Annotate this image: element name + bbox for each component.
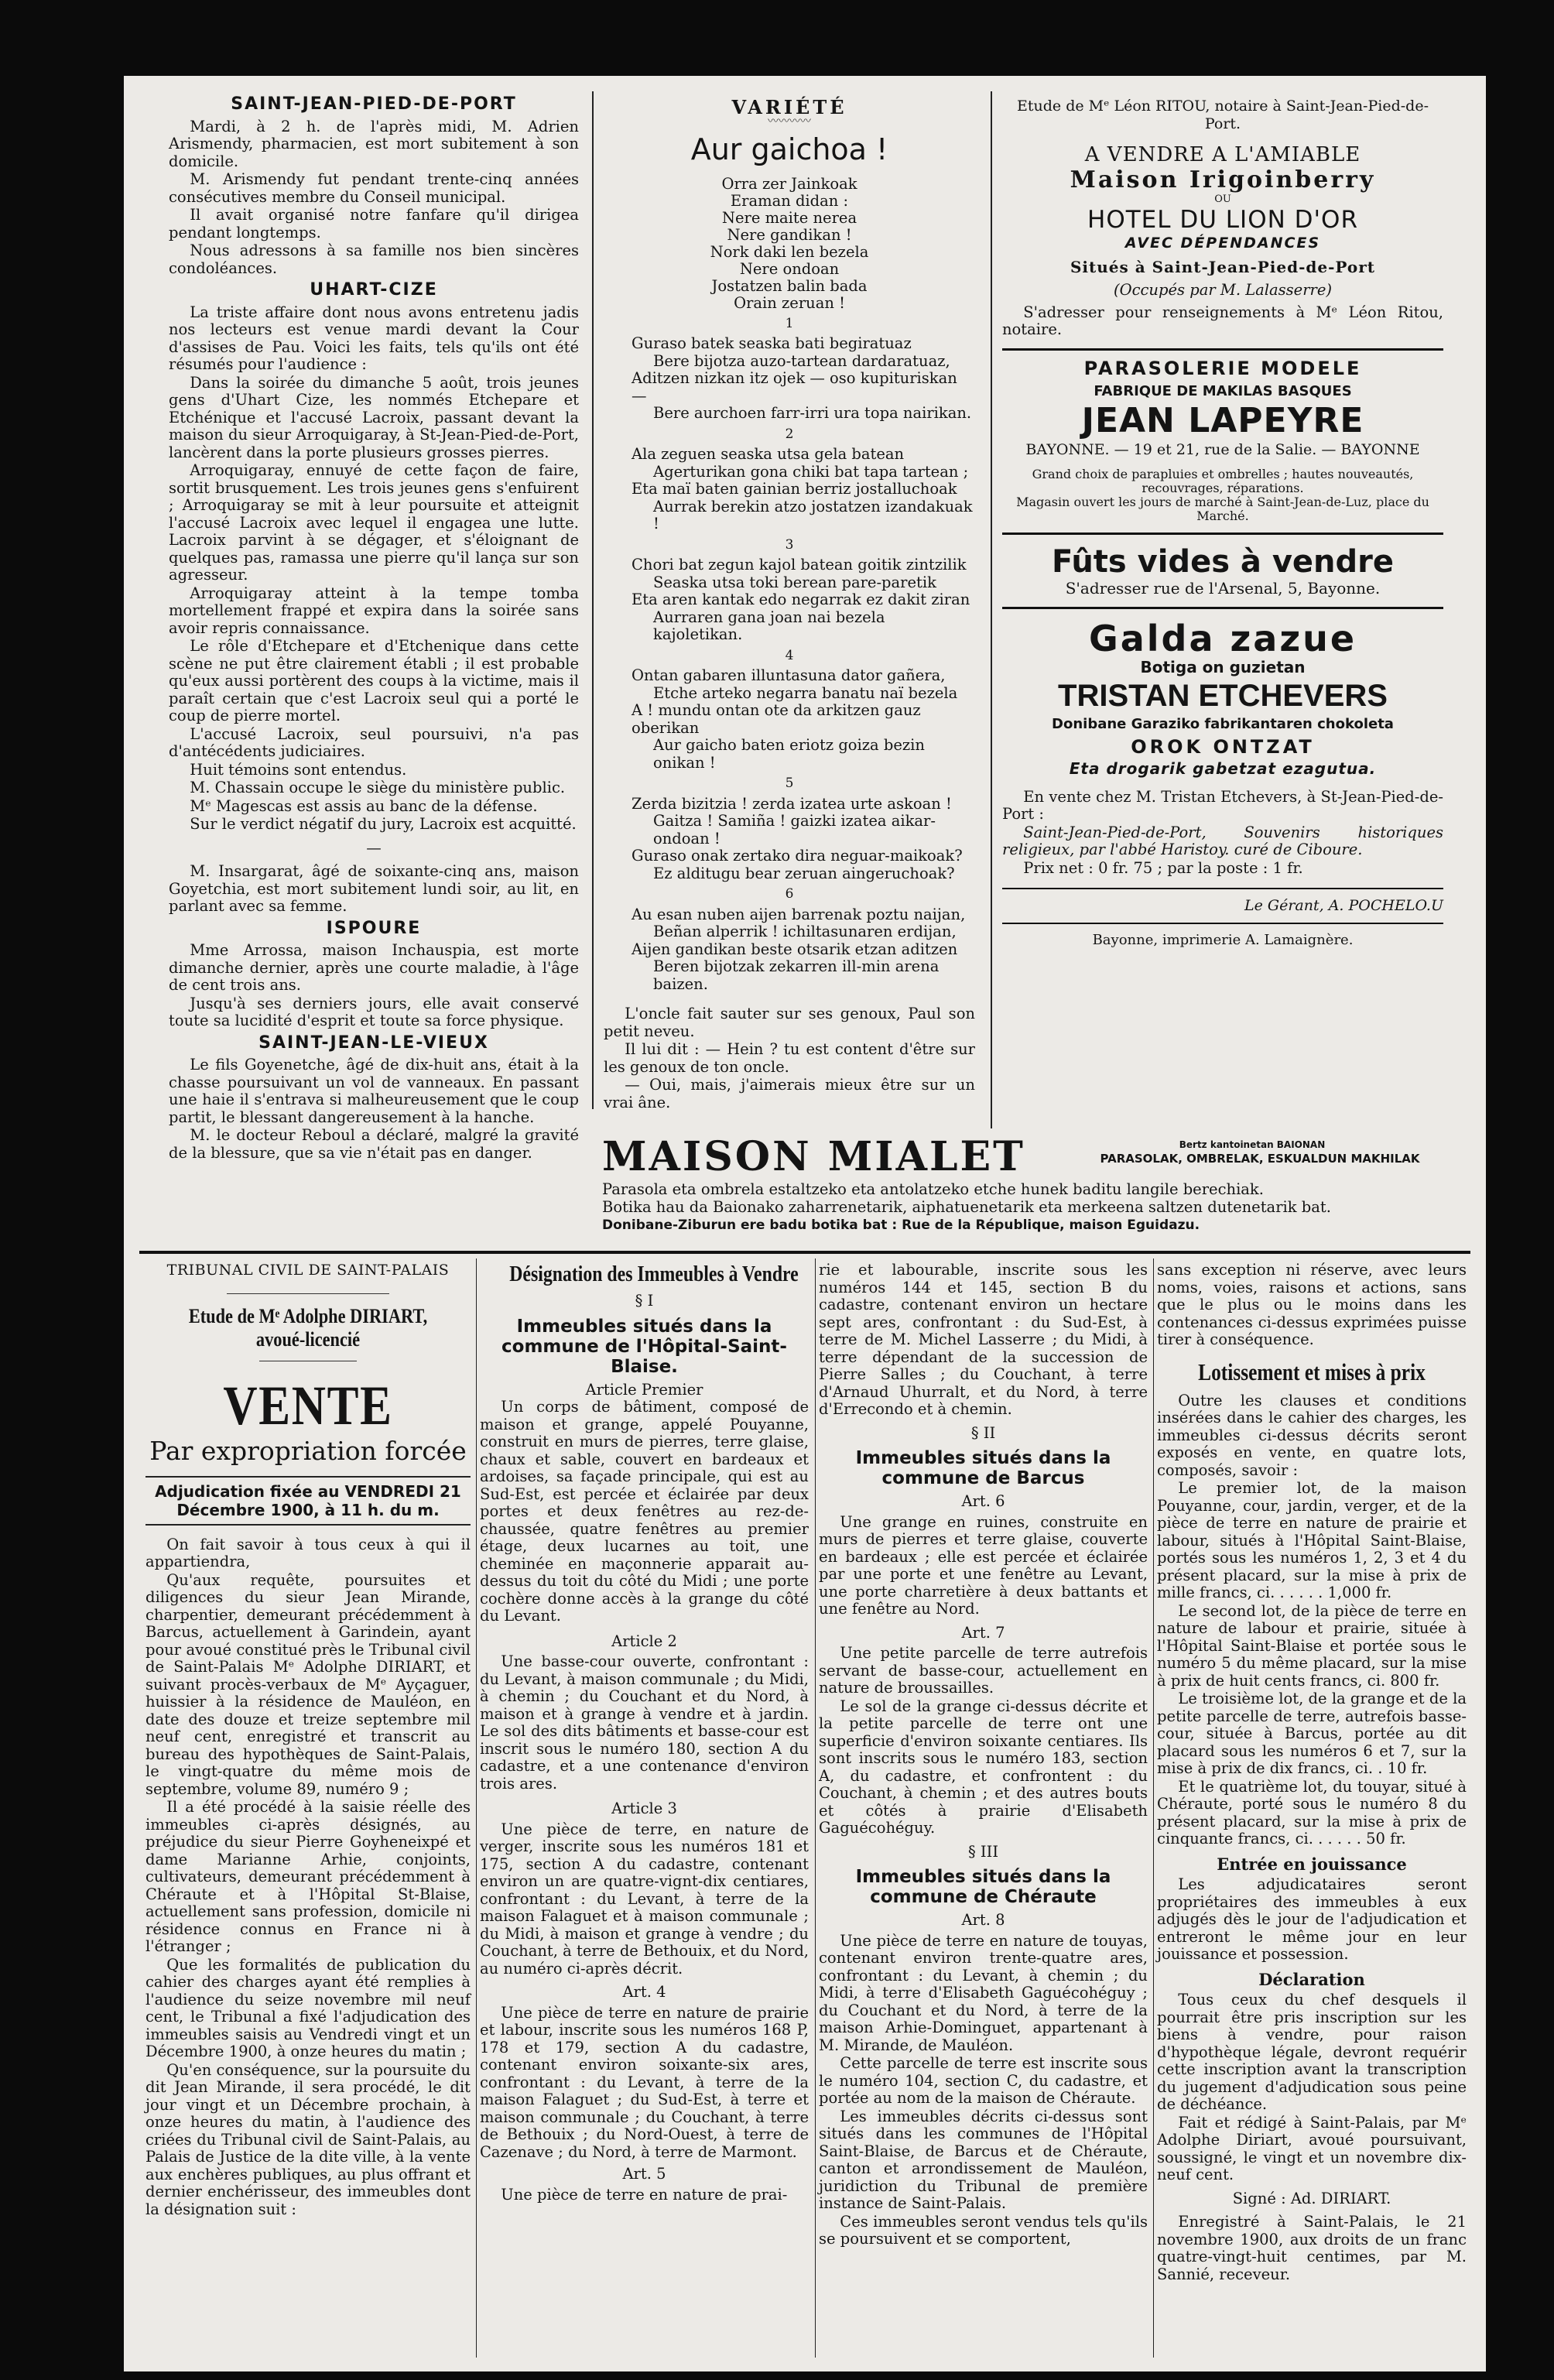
stanza <box>632 906 975 994</box>
stanza <box>632 446 975 533</box>
paragraph: Saint-Jean-Pied-de-Port, Souvenirs historiques religieux, par l'abbé Haristoy. curé de Ciboure. <box>1002 823 1443 858</box>
paragraph: — Oui, mais, j'aimerais mieux être sur un vrai âne. <box>604 1076 975 1111</box>
column-tribunal <box>145 1262 471 2219</box>
stanza <box>632 556 975 644</box>
heading-saint-jean-le-vieux: SAINT-JEAN-LE-VIEUX <box>258 1032 489 1053</box>
paragraph: Cette parcelle de terre est inscrite sous le numéro 104, section C, du cadastre, et portée au nom de la maison de Chéraute. <box>819 2054 1148 2107</box>
separator-dash: — <box>366 838 382 857</box>
paragraph: Il a été procédé à la saisie réelle des immeubles ci-après désignés, au préjudice du sieur Pierre Goyheneixpé et dame Marianne Arhie, conjoints, cultivateurs, demeurant précédemment à Chéraute et à l'Hôpital St-Blaise, actuellement sans profession, domicile ni résidence connus en France ni à l'étranger ; <box>145 1798 471 1955</box>
newspaper-page <box>124 76 1486 2371</box>
ad-separator <box>1002 533 1443 535</box>
heading-ispoure: ISPOURE <box>326 918 422 938</box>
poem-line: Gaitza ! Samiña ! gaizki izatea aikar-ondoan ! <box>653 812 936 848</box>
paragraph: Le fils Goyenetche, âgé de dix-huit ans, était à la chasse poursuivant un vol de vanneaux. En passant une haie il s'entrava si malheureusement que le coup partit, le blessant dangereusement à la hanche. <box>169 1056 579 1126</box>
paragraph: Que les formalités de publication du cahier des charges ayant été remplies à l'audience du seize novembre mil neuf cent, le Tribunal a fixé l'adjudication des immeubles saisis au Vendredi vingt et un Décembre 1900, à onze heures du matin ; <box>145 1955 471 2060</box>
column-lotissement <box>1157 1262 1467 2284</box>
poem-line: Etche arteko negarra banatu naï bezela <box>653 683 958 702</box>
paragraph: Qu'en conséquence, sur la poursuite du dit Jean Mirande, il sera procédé, le dit jour vingt et un Décembre prochain, à onze heures du matin, à l'audience des criées du Tribunal civil de Saint-Palais, au Palais de Justice de la dite ville, à la vente aux enchères publiques, au plus offrant et dernier enchérisseur, des immeubles dont la désignation suit : <box>145 2060 471 2218</box>
paragraph: L'oncle fait sauter sur ses genoux, Paul son petit neveu. <box>604 1005 975 1040</box>
situes: Situés à Saint-Jean-Pied-de-Port <box>1070 257 1376 276</box>
paragraph: Enregistré à Saint-Palais, le 21 novembre 1900, aux droits de un franc quatre-vingt-huit centimes, par M. Sannié, receveur. <box>1157 2213 1467 2283</box>
paragraph: On fait savoir à tous ceux à qui il appartiendra, <box>145 1535 471 1570</box>
paragraph: rie et labourable, inscrite sous les numéros 144 et 145, section B du cadastre, contenant environ un hectare sept ares, confrontant : du Sud-Est, à terre de M. Michel Lasserre ; du Midi, à terre dépendant de la succession de Pierre Salles ; du Couchant, à terre d'Arnaud Uhurralt, et du Nord, à terre d'Errecondo et à chemin. <box>819 1261 1148 1418</box>
article-label: Article Premier <box>585 1380 703 1399</box>
article-label: Art. 4 <box>622 1983 666 2001</box>
article-label: Art. 5 <box>622 2165 666 2183</box>
arsenal-address: S'adresser rue de l'Arsenal, 5, Bayonne. <box>1065 579 1381 598</box>
paragraph: La triste affaire dont nous avons entretenu jadis nos lecteurs est venue mardi devant la Cour d'assises de Pau. Voici les faits, tels qu'ils ont été résumés pour l'audience : <box>169 303 579 373</box>
paragraph: Une pièce de terre en nature de prai- <box>501 2185 788 2204</box>
paragraph: Une basse-cour ouverte, confrontant : du Levant, à maison communale ; du Midi, à chemin ; du Couchant et du Nord, à maison et à grange à vendre et à jardin. Le sol des dits bâtiments et basse-cour est inscrit sous le numéro 180, section A du cadastre, et a une contenance d'environ trois ares. <box>480 1652 809 1793</box>
paragraph: Arroquigaray atteint à la tempe tomba mortellement frappé et expira dans la soirée sans avoir repris connaissance. <box>169 584 579 637</box>
paragraph: Fait et rédigé à Saint-Palais, par Mᵉ Adolphe Diriart, avoué poursuivant, soussigné, le vingt et un novembre dix-neuf cent. <box>1157 2113 1467 2183</box>
column-designation <box>480 1260 809 2204</box>
column-variete <box>604 91 975 1112</box>
paragraph: Un corps de bâtiment, composé de maison et grange, appelé Pouyanne, construit en murs de pierres, terre glaise, chaux et sable, couvert en bardeaux et ardoises, sa façade principale, qui est au Sud-Est, est percée et éclairée par deux portes et deux fenêtres au rez-de-chaussée, quatre fenêtres au premier étage, deux lucarnes au toit, une cheminée en maçonnerie apparait au-dessus du toit du côté du Midi ; une porte cochère donne accès à la grange du côté du Levant. <box>480 1398 809 1625</box>
column-divider <box>592 91 594 1109</box>
poem-line: Beren bijotzak zekarren ill-min arena baizen. <box>653 957 940 993</box>
grand-choix: Grand choix de parapluies et ombrelles ; hautes nouveautés, recouvrages, réparations. <box>1032 467 1414 495</box>
poem-line: Eraman didan : <box>730 191 849 210</box>
stanza <box>632 335 975 423</box>
paragraph: Mardi, à 2 h. de l'après midi, M. Adrien Arismendy, pharmacien, est mort subitement à son domicile. <box>169 117 579 170</box>
futs-vides: Fûts vides à vendre <box>1051 544 1395 580</box>
section-title: Immeubles situés dans la commune de l'Hôpital-Saint-Blaise. <box>501 1316 787 1377</box>
paragraph: Qu'aux requête, poursuites et diligences du sieur Jean Mirande, charpentier, demeurant précédemment à Barcus, actuellement à Garindein, ayant pour avoué constitué près le Tribunal civil de Saint-Palais Mᵉ Adolphe DIRIART, et suivant procès-verbaux de Mᵉ Ayçaguer, huissier à la résidence de Mauléon, en date des douze et treize septembre mil neuf cent, enregistré et transcrit au bureau des hypothèques de Saint-Palais, le vingt-quatre du même mois de septembre, volume 89, numéro 9 ; <box>145 1570 471 1798</box>
bayonne-address: BAYONNE. — 19 et 21, rue de la Salie. — BAYONNE <box>1025 440 1420 458</box>
poem-line: Aur gaicho baten eriotz goiza bezin onikan ! <box>653 736 925 772</box>
hotel-lion-dor: HOTEL DU LION D'OR <box>1087 206 1358 234</box>
magasin: Magasin ouvert les jours de marché à Saint-Jean-de-Luz, place du Marché. <box>1016 495 1429 523</box>
paragraph: Une pièce de terre en nature de touyas, contenant environ trente-quatre ares, confrontant : du Levant, à chemin ; du Midi, à terre d'Elisabeth Gaguécohéguy ; du Couchant et du Nord, à terre de la maison Arhie-Dominguet, appartenant à M. Mirande, de Mauléon. <box>819 1931 1148 2054</box>
section-mark: § II <box>970 1423 996 1442</box>
paragraph: M. Chassain occupe le siège du ministère public. <box>190 779 566 796</box>
poem-line: Seaska utsa toki berean pare-paretik <box>653 573 936 591</box>
orok-ontzat: OROK ONTZAT <box>1131 735 1315 758</box>
paragraph: M. Arismendy fut pendant trente-cinq années consécutives membre du Conseil municipal. <box>169 170 579 206</box>
paragraph: Arroquigaray, ennuyé de cette façon de faire, sortit brusquement. Les trois jeunes gens s'enfuirent ; Arroquigaray se mit à leur poursuite et atteignit l'accusé Lacroix avec lequel il engagea une lutte. Lacroix parvint à se dégager, et s'éloignant de quelques pas, ramassa une pierre qu'il lança sur son agresseur. <box>169 461 579 584</box>
tristan-etchevers: TRISTAN ETCHEVERS <box>1058 679 1388 713</box>
stanza-number: 2 <box>785 426 794 442</box>
poem-intro <box>604 176 975 312</box>
paragraph: Nous adressons à sa famille nos bien sincères condoléances. <box>169 241 579 277</box>
poem-line: A ! mundu ontan ote da arkitzen gauz oberikan <box>632 701 921 737</box>
donibane-chokoleta: Donibane Garaziko fabrikantaren chokoleta <box>1052 716 1394 732</box>
vente-title: VENTE <box>223 1374 393 1437</box>
poem-line: Ala zeguen seaska utsa gela batean <box>632 445 905 463</box>
paragraph: Huit témoins sont entendus. <box>190 760 407 779</box>
stanza-number: 1 <box>785 315 794 331</box>
rule <box>145 1476 471 1478</box>
poem-line: Nere gandikan ! <box>727 225 852 244</box>
article-label: Art. 7 <box>961 1623 1005 1642</box>
poem-line: Nork daki len bezela <box>710 242 869 261</box>
column-divider <box>991 91 992 1128</box>
poem-line: Aurrak berekin atzo jostatzen izandakuak ! <box>653 497 973 533</box>
paragraph: Il avait organisé notre fanfare qu'il dirigea pendant longtemps. <box>169 206 579 241</box>
paragraph: S'adresser pour renseignements à Mᵉ Léon Ritou, notaire. <box>1002 303 1443 338</box>
designation-heading: Désignation des Immeubles à Vendre <box>509 1262 799 1286</box>
heading-variete: VARIÉTÉ <box>731 96 847 118</box>
poem-line: Orra zer Jainkoak <box>721 174 857 193</box>
paragraph: Une grange en ruines, construite en murs de pierres et terre glaise, couverte en bardeaux ; elle est percée et éclairée par une porte et une fenêtre au Levant, une porte charretière à deux battants et une fenêtre au Nord. <box>819 1512 1148 1618</box>
poem-line: Jostatzen balin bada <box>711 276 868 295</box>
section-mark: § I <box>635 1292 654 1310</box>
paragraph: M. le docteur Reboul a déclaré, malgré la gravité de la blessure, que sa vie n'était pas en danger. <box>169 1126 579 1162</box>
paragraph: Sur le verdict négatif du jury, Lacroix est acquitté. <box>190 815 577 833</box>
heading-uhart-cize: UHART-CIZE <box>310 280 438 300</box>
paragraph: Il lui dit : — Hein ? tu est content d'être sur les genoux de ton oncle. <box>604 1040 975 1076</box>
signature-line: Signé : Ad. DIRIART. <box>1232 2189 1391 2207</box>
adjudication: Adjudication fixée au VENDREDI 21 Décembre 1900, à 11 h. du m. <box>155 1481 461 1519</box>
column-advertisements <box>1002 98 1443 949</box>
stanza <box>632 667 975 772</box>
tribunal-heading: TRIBUNAL CIVIL DE SAINT-PALAIS <box>166 1262 450 1279</box>
poem-line: Zerda bizitzia ! zerda izatea urte askoan ! <box>632 794 952 813</box>
paragraph: Une pièce de terre en nature de prairie et labour, inscrite sous les numéros 168 P, 178 et 179, section A du cadastre, contenant environ soixante-six ares, confrontant : du Levant, à terre de la maison Falaguet ; du Sud-Est, à terre et maison communale ; du Couchant, à terre de Bethouix ; du Nord-Ouest, à terre de Cazenave ; du Nord, à terre de Marmont. <box>480 2003 809 2161</box>
mialet-line-2: Botika hau da Baionako zaharrenetarik, aiphatuenetarik eta merkeena saltzen dutenetarik bat. <box>602 1198 1331 1216</box>
lotissement-heading: Lotissement et mises à prix <box>1198 1358 1426 1385</box>
poem-line: Guraso batek seaska bati begiratuaz <box>632 334 912 352</box>
paragraph: sans exception ni réserve, avec leurs noms, voies, raisons et actions, sans que le plus ou le moins dans les contenances ci-dessus exprimées puisse tirer à conséquence. <box>1157 1261 1467 1348</box>
poem-line: Guraso onak zertako dira neguar-maikoak? <box>632 847 963 865</box>
article-label: Article 3 <box>611 1800 677 1817</box>
paragraph: Prix net : 0 fr. 75 ; par la poste : 1 fr. <box>1023 858 1303 877</box>
article-label: Art. 8 <box>961 1911 1005 1929</box>
paragraph: Le rôle d'Etchepare et d'Etchenique dans cette scène ne put être clairement établi ; il est probable qu'eux aussi portèrent des coups à la victime, mais il paraît certain que c'est Lacroix seul qui a porté le coup de pierre mortel. <box>169 637 579 724</box>
ad-separator <box>1002 348 1443 351</box>
maison-irigoinberry: Maison Irigoinberry <box>1070 166 1376 193</box>
poem-line: Ez alditugu bear zeruan aingeruchoak? <box>653 864 955 882</box>
section-mark: § III <box>967 1842 999 1861</box>
etude-diriart: Etude de Mᵉ Adolphe DIRIART, avoué-licencié <box>188 1304 428 1351</box>
rule <box>227 1293 389 1294</box>
ornament-wave: 〰〰〰〰 <box>768 115 811 128</box>
paragraph: Les adjudicataires seront propriétaires des immeubles à eux adjugés dès le jour de l'adjudication et entreront le même jour en leur jouissance et possession. <box>1157 1875 1467 1963</box>
poem-line: Aditzen nizkan itz ojek — oso kupituriskan — <box>632 369 957 405</box>
poem-line: Aurraren gana joan nai bezela kajoletikan. <box>653 608 885 643</box>
fabrique-makilas: FABRIQUE DE MAKILAS BASQUES <box>1094 383 1352 399</box>
article-label: Art. 6 <box>961 1492 1005 1510</box>
imprimerie: Bayonne, imprimerie A. Lamaignère. <box>1092 931 1354 948</box>
paragraph: Jusqu'à ses derniers jours, elle avait conservé toute sa lucidité d'esprit et toute sa force physique. <box>169 994 579 1029</box>
column-local-news <box>169 91 579 1163</box>
rule <box>145 1524 471 1526</box>
section-divider <box>139 1251 1470 1254</box>
gerant: Le Gérant, A. POCHELO.U <box>1244 897 1443 914</box>
stanza-number: 6 <box>785 886 794 902</box>
paragraph: Ces immeubles seront vendus tels qu'ils se poursuivent et se comportent, <box>819 2212 1148 2248</box>
mialet-side-bottom: PARASOLAK, OMBRELAK, ESKUALDUN MAKHILAK <box>1100 1152 1420 1166</box>
stanza-number: 4 <box>785 647 794 663</box>
dependances: AVEC DÉPENDANCES <box>1124 235 1321 252</box>
paragraph: L'accusé Lacroix, seul poursuivi, n'a pas d'antécédents judiciaires. <box>169 724 579 760</box>
declaration-heading: Déclaration <box>1258 1969 1365 1989</box>
paragraph: Mme Arrossa, maison Inchauspia, est morte dimanche dernier, après une courte maladie, à l'âge de cent trois ans. <box>169 941 579 994</box>
poem-line: Agerturikan gona chiki bat tapa tartean ; <box>653 462 969 481</box>
poem-line: Eta maï baten gainian berriz jostalluchoak <box>632 480 957 498</box>
poem-line: Au esan nuben aijen barrenak poztu naijan, <box>632 905 966 923</box>
heading-saint-jean-pied-de-port: SAINT-JEAN-PIED-DE-PORT <box>231 94 517 114</box>
article-label: Article 2 <box>611 1632 677 1650</box>
poem-line: Bere aurchoen farr-irri ura topa nairikan. <box>653 404 972 422</box>
paragraph: Tous ceux du chef desquels il pourrait être pris inscription sur les biens à vendre, pour raison d'hypothèque légale, devront requérir cette inscription avant la transcription du jugement d'adjudication sous peine de déchéance. <box>1157 1991 1467 2113</box>
paragraph: Mᵉ Magescas est assis au banc de la défense. <box>190 796 538 815</box>
sale-heading: A VENDRE A L'AMIABLE <box>1084 143 1361 166</box>
botiga: Botiga on guzietan <box>1140 657 1306 676</box>
section-title: Immeubles situés dans la commune de Barcus <box>855 1448 1111 1488</box>
column-divider <box>1153 1258 1154 2358</box>
mialet-banner <box>602 1135 1453 1247</box>
paragraph: Une pièce de terre, en nature de verger, inscrite sous les numéros 181 et 175, section A du cadastre, contenant environ un are quatre-vignt-dix centiares, confrontant : du Levant, à terre de la maison Falaguet et à maison communale ; du Midi, à maison et grange à vendre ; du Couchant, à terre de Bethouix, et du Nord, au numéro ci-après décrit. <box>480 1820 809 1978</box>
poem-line: Beñan alperrik ! ichiltasunaren erdijan, <box>653 923 957 940</box>
column-divider <box>476 1258 477 2358</box>
poem-line: Bere bijotza auzo-tartean dardaratuaz, <box>653 351 950 370</box>
column-immeubles <box>819 1262 1148 2249</box>
poem-line: Orain zeruan ! <box>734 293 845 312</box>
paragraph: Une petite parcelle de terre autrefois servant de basse-cour, actuellement en nature de broussailles. <box>819 1644 1148 1697</box>
stanza <box>632 796 975 883</box>
poem-line: Aijen gandikan beste otsarik etzan aditzen <box>632 940 958 958</box>
mialet-line-1: Parasola eta ombrela estaltzeko eta antolatzeko etche hunek baditu langile berechiak. <box>602 1180 1264 1198</box>
poem-line: Ontan gabaren illuntasuna dator gañera, <box>632 666 946 684</box>
paragraph: M. Insargarat, âgé de soixante-cinq ans, maison Goyetchia, est mort subitement lundi soir, au lit, en parlant avec sa femme. <box>169 862 579 915</box>
paragraph: Le troisième lot, de la grange et de la petite parcelle de terre, autrefois basse-cour, située à Barcus, portée au dit placard sous les numéros 6 et 7, sur la mise à prix de dix francs, ci. . 10 fr. <box>1157 1690 1467 1777</box>
ad-separator <box>1002 607 1443 609</box>
paragraph: Le sol de la grange ci-dessus décrite et la petite parcelle de terre ont une superficie d'environ soixante centiares. Ils sont inscrits sous le numéro 183, section A, du cadastre, et confrontent : du Couchant, à chemin ; et des autres bouts et côtés à prairie d'Elisabeth Gaguécohéguy. <box>819 1697 1148 1837</box>
mialet-line-3: Donibane-Ziburun ere badu botika bat : Rue de la République, maison Eguidazu. <box>602 1217 1200 1233</box>
paragraph: Dans la soirée du dimanche 5 août, trois jeunes gens d'Uhart Cize, les nommés Etchepare et Etchénique et l'accusé Lacroix, passant devant la maison du sieur Arroquigaray, à St-Jean-Pied-de-Port, lancèrent dans la porte plusieurs grosses pierres. <box>169 373 579 461</box>
notary-etude: Etude de Mᵉ Léon RITOU, notaire à Saint-Jean-Pied-de-Port. <box>1017 98 1429 132</box>
paragraph: Le premier lot, de la maison Pouyanne, cour, jardin, verger, et de la pièce de terre en nature de prairie et labour, situés à l'Hôpital Saint-Blaise, portés sous les numéros 1, 2, 3 et 4 du présent placard, sur la mise à prix de mille francs, ci. . . . . . 1,000 fr. <box>1157 1479 1467 1601</box>
parasolerie-modele: PARASOLERIE MODELE <box>1083 357 1362 379</box>
galda-zazue: Galda zazue <box>1088 617 1357 659</box>
occupes: (Occupés par M. Lalasserre) <box>1114 281 1332 299</box>
eta-drogarik: Eta drogarik gabetzat ezagutua. <box>1069 759 1377 778</box>
poem-line: Eta aren kantak edo negarrak ez dakit ziran <box>632 591 970 608</box>
ad-separator <box>1002 923 1443 924</box>
poem-line: Nere maite nerea <box>721 208 857 227</box>
column-divider <box>815 1258 816 2358</box>
entree-heading: Entrée en jouissance <box>1217 1854 1407 1874</box>
expropriation: Par expropriation forcée <box>149 1435 467 1466</box>
stanza-number: 3 <box>785 536 794 553</box>
mialet-name: MAISON MIALET <box>602 1133 1025 1180</box>
section-title: Immeubles situés dans la commune de Chéraute <box>855 1867 1111 1907</box>
stanza-number: 5 <box>785 776 794 791</box>
mialet-side-top: Bertz kantoinetan BAIONAN <box>1179 1139 1326 1150</box>
jean-lapeyre: JEAN LAPEYRE <box>1081 400 1364 440</box>
paragraph: Outre les clauses et conditions insérées dans le cahier des charges, les immeubles ci-dessus décrits seront exposés en vente, en quatre lots, composés, savoir : <box>1157 1391 1467 1479</box>
paragraph: Les immeubles décrits ci-dessus sont situés dans les communes de l'Hôpital Saint-Blaise, de Barcus et de Chéraute, canton et arrondissement de Mauléon, juridiction du Tribunal de première instance de Saint-Palais. <box>819 2107 1148 2212</box>
ou-label: OU <box>1214 193 1231 205</box>
paragraph: Le second lot, de la pièce de terre en nature de labour et prairie, située à l'Hôpital Saint-Blaise et portée sous le numéro 5 du même placard, sur la mise à prix de huit cents francs, ci. 800 fr. <box>1157 1601 1467 1690</box>
paragraph: Et le quatrième lot, du touyar, situé à Chéraute, porté sous le numéro 8 du présent placard, sur la mise à prix de cinquante francs, ci. . . . . . 50 fr. <box>1157 1777 1467 1847</box>
poem-title: Aur gaichoa ! <box>690 132 888 166</box>
ad-separator <box>1002 888 1443 889</box>
poem-line: Nere ondoan <box>739 259 840 278</box>
poem-line: Chori bat zegun kajol batean goitik zintzilik <box>632 556 967 574</box>
paragraph: En vente chez M. Tristan Etchevers, à St-Jean-Pied-de-Port : <box>1002 787 1443 823</box>
